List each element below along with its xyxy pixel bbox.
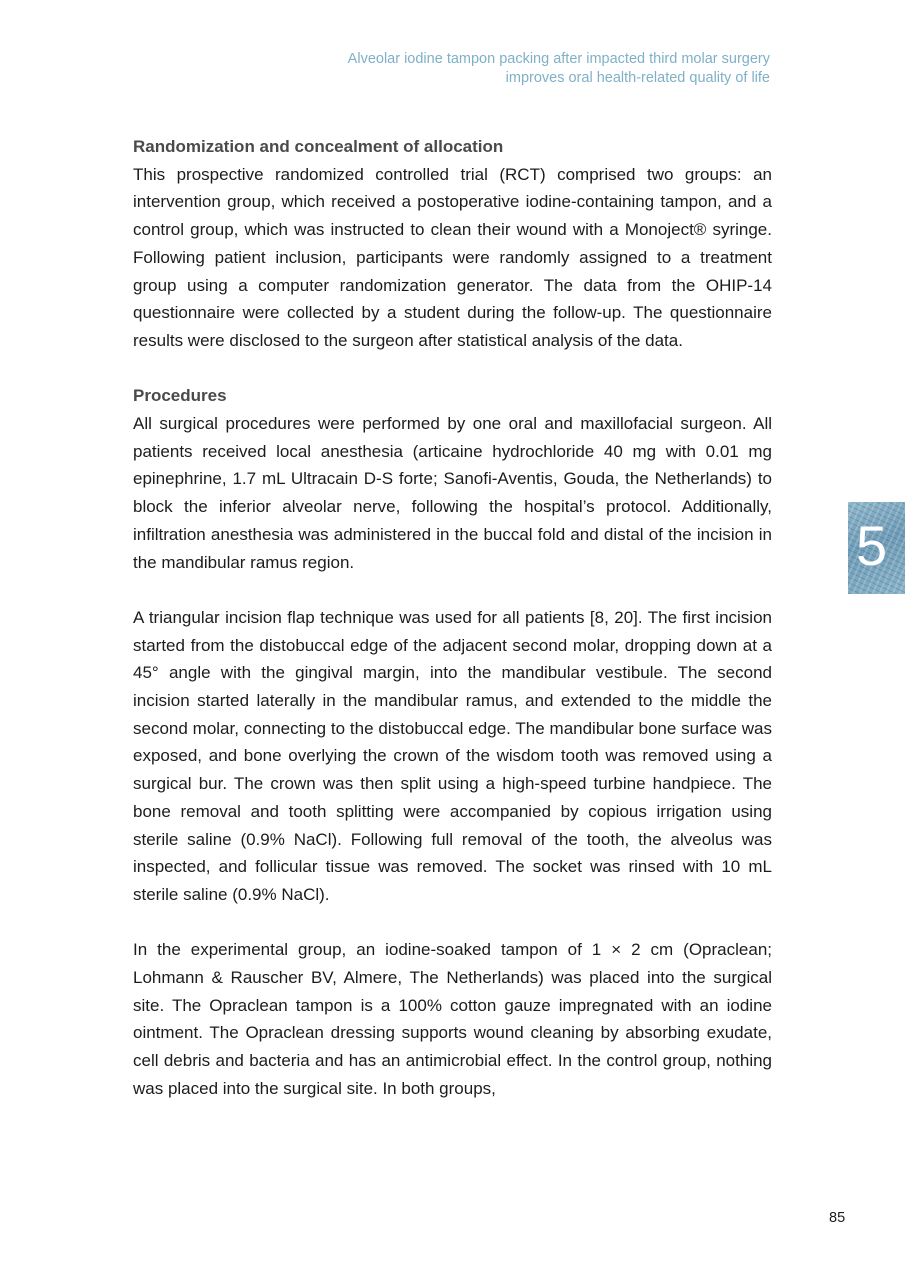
paragraph: All surgical procedures were performed by one oral and maxillofacial surgeon. All patients received local anesthesia (articaine hydrochloride 40 mg with 0.01 mg epinephrine, 1.7 mL Ultracain D-S forte; Sanofi-Aventis, Gouda, the Netherlands) to block the inferior alveolar nerve, following the hospital’s protocol. Additionally, infiltration anesthesia was administered in the buccal fold and distal of the incision in the mandibular ramus region. [133, 414, 772, 572]
paragraph: This prospective randomized controlled trial (RCT) comprised two groups: an intervention group, which received a postoperative iodine-containing tampon, and a control group, which was instructed to clean their wound with a Monoject® syringe. Following patient inclusion, participants were randomly assigned to a treatment group using a computer randomization generator. The data from the OHIP-14 questionnaire were collected by a student during the follow-up. The questionnaire results were disclosed to the surgeon after statistical analysis of the data. [133, 164, 772, 350]
chapter-tab [848, 502, 905, 594]
section-randomization [133, 133, 772, 355]
paragraph: A triangular incision flap technique was used for all patients [8, 20]. The first incision started from the distobuccal edge of the adjacent second molar, dropping down at a 45° angle with the gingival margin, into the mandibular vestibule. The second incision started laterally in the mandibular ramus, and extended to the middle the second molar, connecting to the distobuccal edge. The mandibular bone surface was exposed, and bone overlying the crown of the wisdom tooth was removed using a surgical bur. The crown was then split using a high-speed turbine handpiece. The bone removal and tooth splitting were accompanied by copious irrigation using sterile saline (0.9% NaCl). Following full removal of the tooth, the alveolus was inspected, and follicular tissue was removed. The socket was rinsed with 10 mL sterile saline (0.9% NaCl). [133, 607, 772, 904]
section-procedures [133, 382, 772, 1102]
running-header-line-2: improves oral health-related quality of life [505, 70, 770, 86]
paragraph: In the experimental group, an iodine-soaked tampon of 1 × 2 cm (Opraclean; Lohmann & Rauscher BV, Almere, The Netherlands) was placed into the surgical site. The Opraclean tampon is a 100% cotton gauze impregnated with an iodine ointment. The Opraclean dressing supports wound cleaning by absorbing exudate, cell debris and bacteria and has an antimicrobial effect. In the control group, nothing was placed into the surgical site. In both groups, [133, 940, 772, 1098]
section-heading: Procedures [133, 386, 227, 406]
running-header [210, 50, 770, 88]
chapter-number: 5 [856, 514, 888, 577]
paragraph-spacer [133, 909, 772, 937]
paragraph-spacer [133, 576, 772, 604]
paragraph-spacer [133, 355, 772, 383]
section-heading: Randomization and concealment of allocation [133, 137, 504, 156]
running-header-line-1: Alveolar iodine tampon packing after impacted third molar surgery [347, 51, 770, 67]
body-text [133, 133, 772, 1103]
page-number: 85 [829, 1210, 846, 1226]
